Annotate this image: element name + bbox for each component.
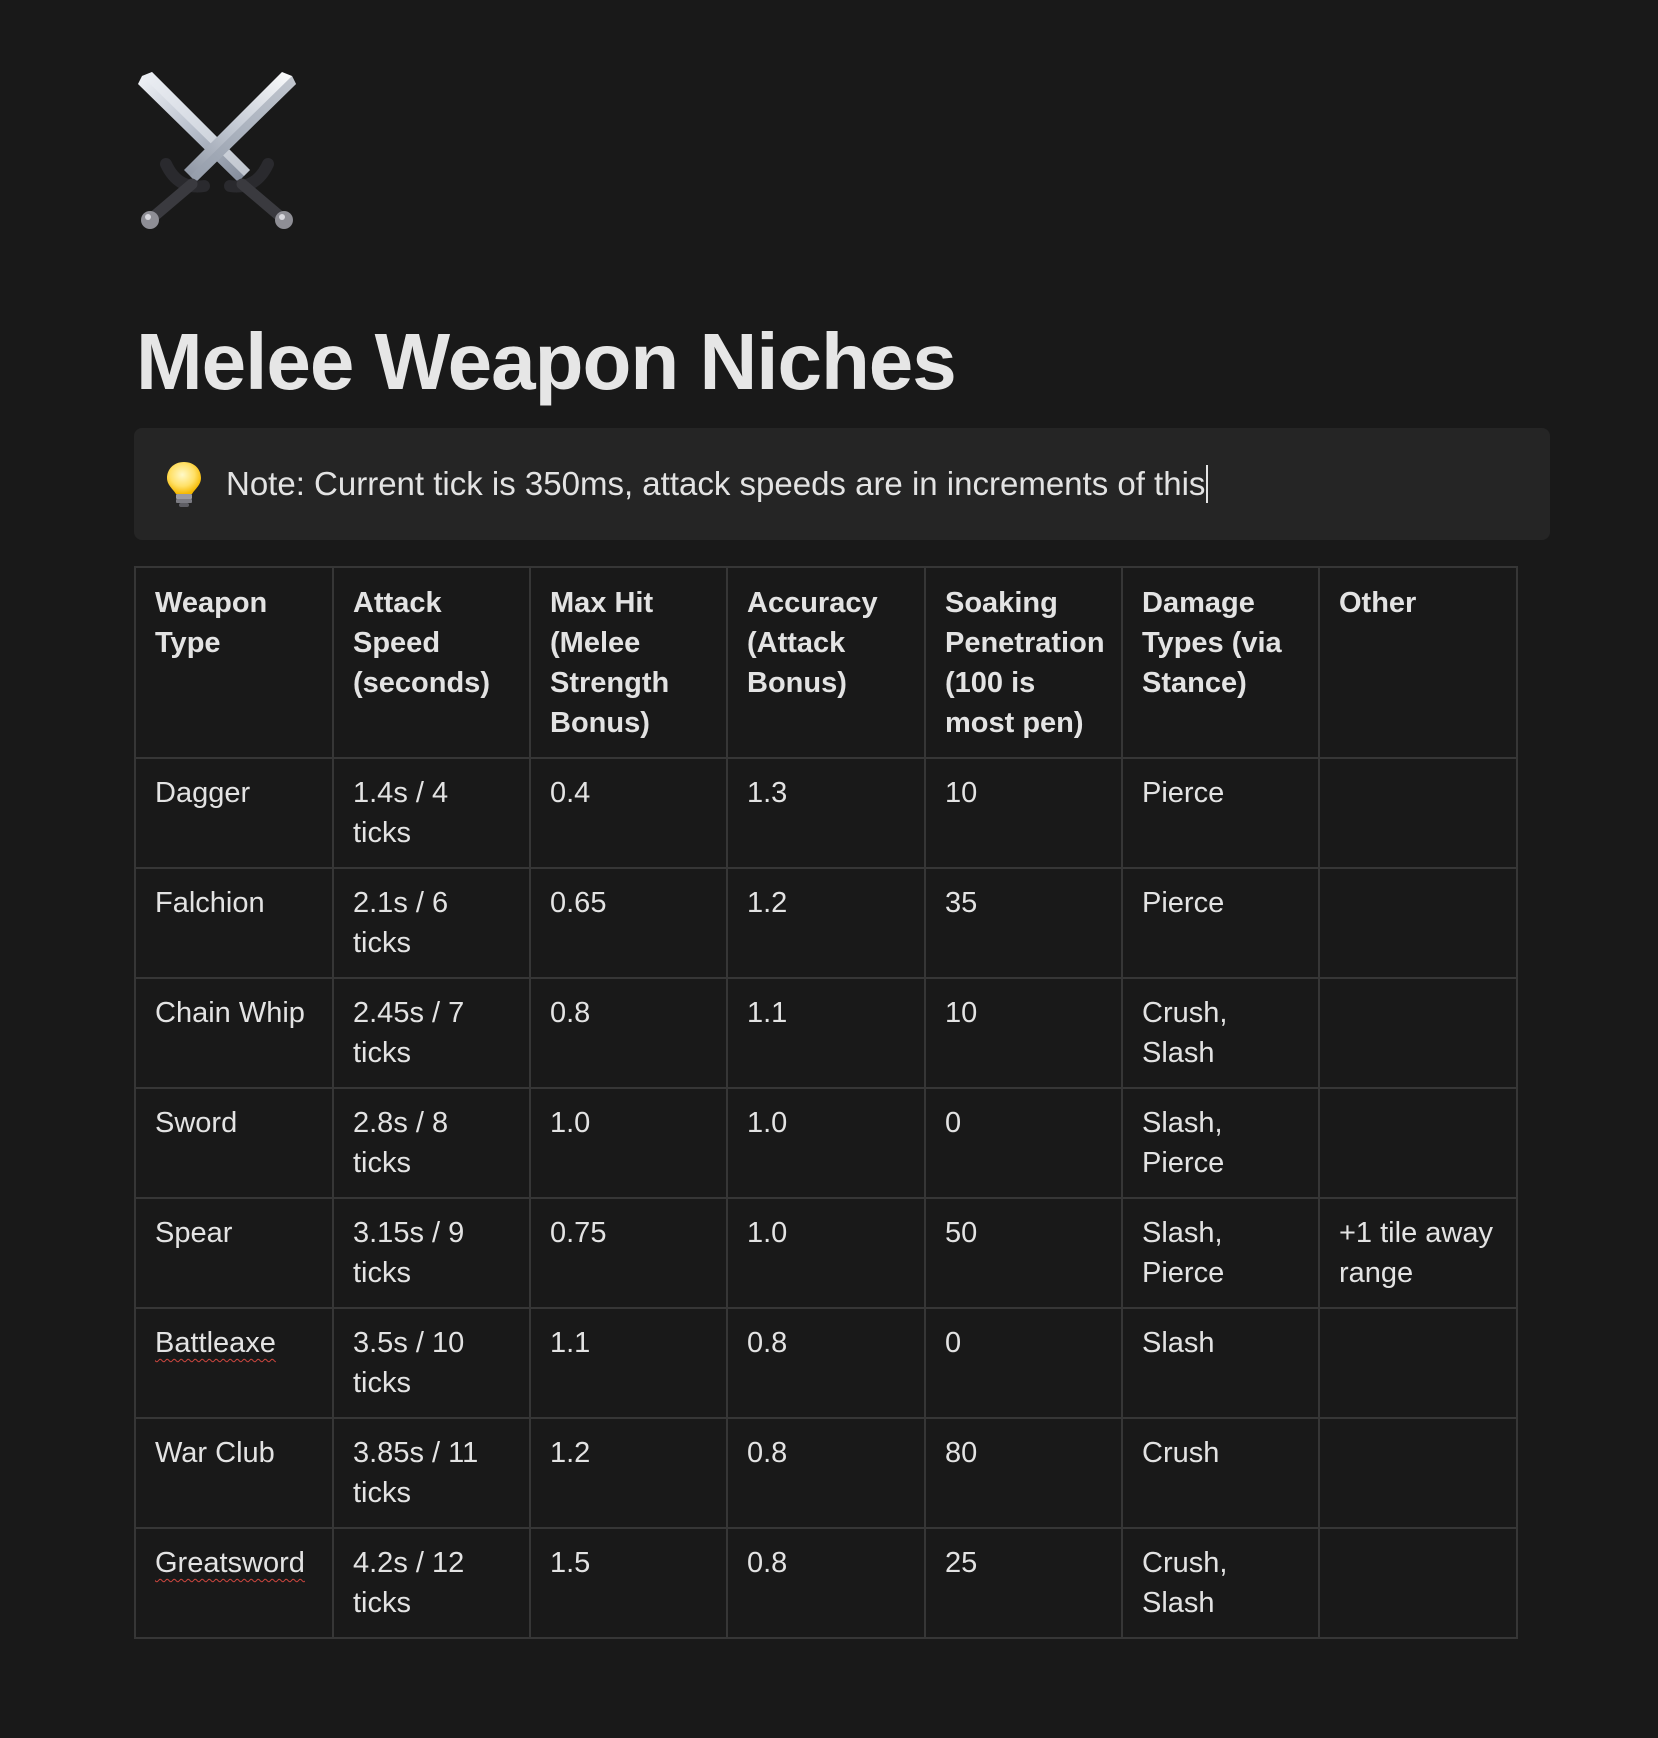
cell-damage[interactable]: Crush, Slash [1122,978,1319,1088]
table-row [135,758,1517,868]
cell-weapon[interactable]: Sword [135,1088,333,1198]
cell-max-hit[interactable]: 0.8 [530,978,727,1088]
note-callout[interactable] [134,428,1550,540]
cell-max-hit[interactable]: 0.75 [530,1198,727,1308]
cell-accuracy[interactable]: 1.0 [727,1198,925,1308]
cell-penetration[interactable]: 10 [925,978,1122,1088]
cell-other[interactable] [1319,868,1517,978]
cell-penetration[interactable]: 10 [925,758,1122,868]
cell-weapon[interactable]: Falchion [135,868,333,978]
column-header-attack-speed[interactable]: Attack Speed (seconds) [333,567,530,758]
cell-speed[interactable]: 3.85s / 11 ticks [333,1418,530,1528]
crossed-swords-icon[interactable] [138,72,296,230]
cell-speed[interactable]: 2.1s / 6 ticks [333,868,530,978]
cell-speed[interactable]: 3.5s / 10 ticks [333,1308,530,1418]
cell-damage[interactable]: Pierce [1122,758,1319,868]
cell-max-hit[interactable]: 1.2 [530,1418,727,1528]
cell-weapon[interactable] [135,1308,333,1418]
table-row [135,1198,1517,1308]
cell-accuracy[interactable]: 1.2 [727,868,925,978]
cell-damage[interactable]: Slash [1122,1308,1319,1418]
lightbulb-icon [164,460,204,508]
cell-penetration[interactable]: 50 [925,1198,1122,1308]
page-title[interactable]: Melee Weapon Niches [136,317,956,406]
column-header-weapon-type[interactable]: Weapon Type [135,567,333,758]
cell-other[interactable] [1319,1308,1517,1418]
cell-accuracy[interactable]: 1.1 [727,978,925,1088]
column-header-max-hit[interactable]: Max Hit (Melee Strength Bonus) [530,567,727,758]
text-cursor [1206,465,1208,503]
cell-other[interactable] [1319,1088,1517,1198]
misspelled-word: Battleaxe [155,1327,276,1359]
cell-penetration[interactable]: 0 [925,1308,1122,1418]
cell-accuracy[interactable]: 1.0 [727,1088,925,1198]
cell-max-hit[interactable]: 0.4 [530,758,727,868]
column-header-damage-types[interactable]: Damage Types (via Stance) [1122,567,1319,758]
cell-max-hit[interactable]: 1.1 [530,1308,727,1418]
column-header-other[interactable]: Other [1319,567,1517,758]
misspelled-word: Greatsword [155,1547,305,1579]
cell-speed[interactable]: 1.4s / 4 ticks [333,758,530,868]
cell-other[interactable] [1319,978,1517,1088]
cell-accuracy[interactable]: 0.8 [727,1528,925,1638]
table-row [135,868,1517,978]
table-row [135,1308,1517,1418]
cell-speed[interactable]: 2.8s / 8 ticks [333,1088,530,1198]
cell-penetration[interactable]: 0 [925,1088,1122,1198]
cell-damage[interactable]: Slash, Pierce [1122,1088,1319,1198]
table-row [135,1528,1517,1638]
cell-other[interactable] [1319,1528,1517,1638]
cell-weapon[interactable]: War Club [135,1418,333,1528]
column-header-accuracy[interactable]: Accuracy (Attack Bonus) [727,567,925,758]
cell-damage[interactable]: Crush, Slash [1122,1528,1319,1638]
cell-accuracy[interactable]: 0.8 [727,1308,925,1418]
cell-other[interactable] [1319,1418,1517,1528]
cell-max-hit[interactable]: 1.5 [530,1528,727,1638]
cell-other[interactable] [1319,758,1517,868]
cell-weapon[interactable]: Chain Whip [135,978,333,1088]
cell-penetration[interactable]: 80 [925,1418,1122,1528]
cell-damage[interactable]: Slash, Pierce [1122,1198,1319,1308]
table-row [135,1418,1517,1528]
table-row [135,1088,1517,1198]
column-header-soaking-penetration[interactable]: Soaking Penetration (100 is most pen) [925,567,1122,758]
cell-accuracy[interactable]: 0.8 [727,1418,925,1528]
cell-penetration[interactable]: 25 [925,1528,1122,1638]
cell-damage[interactable]: Pierce [1122,868,1319,978]
cell-weapon[interactable] [135,1528,333,1638]
cell-other[interactable]: +1 tile away range [1319,1198,1517,1308]
weapon-table [134,566,1518,1639]
cell-weapon[interactable]: Spear [135,1198,333,1308]
cell-penetration[interactable]: 35 [925,868,1122,978]
table-row [135,978,1517,1088]
cell-speed[interactable]: 3.15s / 9 ticks [333,1198,530,1308]
note-text[interactable]: Note: Current tick is 350ms, attack speeds are in increments of this [226,465,1206,502]
cell-max-hit[interactable]: 1.0 [530,1088,727,1198]
cell-accuracy[interactable]: 1.3 [727,758,925,868]
table-header-row [135,567,1517,758]
cell-speed[interactable]: 2.45s / 7 ticks [333,978,530,1088]
cell-weapon[interactable]: Dagger [135,758,333,868]
cell-max-hit[interactable]: 0.65 [530,868,727,978]
cell-damage[interactable]: Crush [1122,1418,1319,1528]
cell-speed[interactable]: 4.2s / 12 ticks [333,1528,530,1638]
